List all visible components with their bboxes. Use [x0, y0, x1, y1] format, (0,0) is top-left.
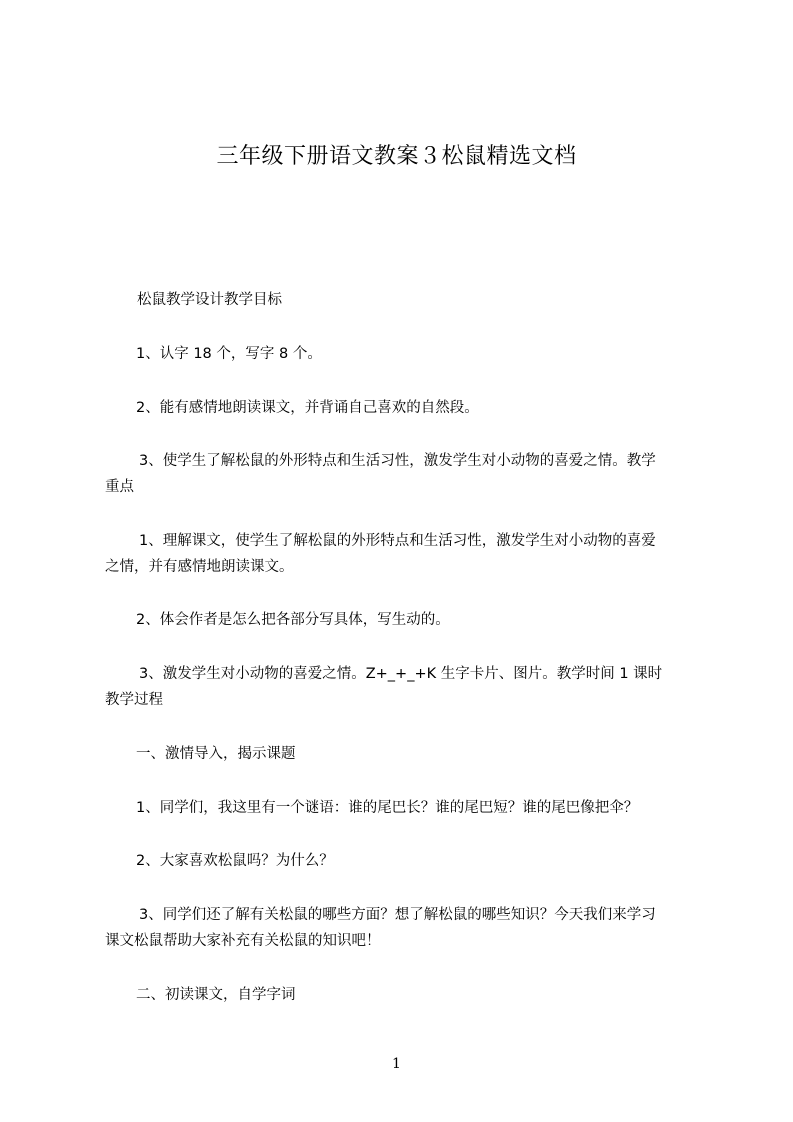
- paragraph-line: 二、初读课文，自学字词: [136, 987, 296, 1003]
- paragraph-line: 2、能有感情地朗读课文，并背诵自己喜欢的自然段。: [136, 400, 479, 416]
- paragraph-line: 3、使学生了解松鼠的外形特点和生活习性，激发学生对小动物的喜爱之情。教学: [139, 453, 656, 469]
- paragraph-key-point-1: [105, 528, 715, 580]
- paragraph-section-1-item-3: [105, 902, 715, 954]
- paragraph-goal-2: [105, 395, 715, 421]
- paragraph-line: 1、认字 18 个，写字 8 个。: [136, 346, 322, 362]
- paragraph-line: 之情，并有感情地朗读课文。: [105, 559, 294, 575]
- paragraph-section-1-item-2: [105, 848, 715, 874]
- paragraph-line: 松鼠教学设计教学目标: [137, 292, 282, 308]
- paragraph-goal-1: [105, 341, 715, 367]
- paragraph-teaching-goals-heading: [105, 287, 715, 313]
- paragraph-section-1-item-1: [105, 795, 715, 821]
- paragraph-line: 课文松鼠帮助大家补充有关松鼠的知识吧！: [105, 933, 381, 949]
- paragraph-line: 重点: [105, 479, 134, 495]
- paragraph-line: 1、同学们，我这里有一个谜语：谁的尾巴长？谁的尾巴短？谁的尾巴像把伞？: [136, 800, 639, 816]
- paragraph-line: 2、体会作者是怎么把各部分写具体，写生动的。: [136, 612, 450, 628]
- paragraph-key-point-2: [105, 607, 715, 633]
- paragraph-line: 1、理解课文，使学生了解松鼠的外形特点和生活习性，激发学生对小动物的喜爱: [139, 533, 656, 549]
- paragraph-goal-3: [105, 448, 715, 500]
- paragraph-line: 教学过程: [105, 692, 163, 708]
- paragraph-section-1-heading: [105, 741, 715, 767]
- page-number: 1: [392, 1056, 401, 1072]
- paragraph-line: 一、激情导入，揭示课题: [136, 746, 296, 762]
- paragraph-line: 3、同学们还了解有关松鼠的哪些方面？想了解松鼠的哪些知识？今天我们来学习: [139, 907, 656, 923]
- paragraph-line: 2、大家喜欢松鼠吗？为什么？: [136, 853, 334, 869]
- document-title: 三年级下册语文教案３松鼠精选文档: [216, 144, 577, 169]
- paragraph-key-point-3: [105, 661, 715, 713]
- paragraph-line: 3、激发学生对小动物的喜爱之情。Z+_+_+K 生字卡片、图片。教学时间 1 课时: [139, 666, 663, 682]
- paragraph-section-2-heading: [105, 982, 715, 1008]
